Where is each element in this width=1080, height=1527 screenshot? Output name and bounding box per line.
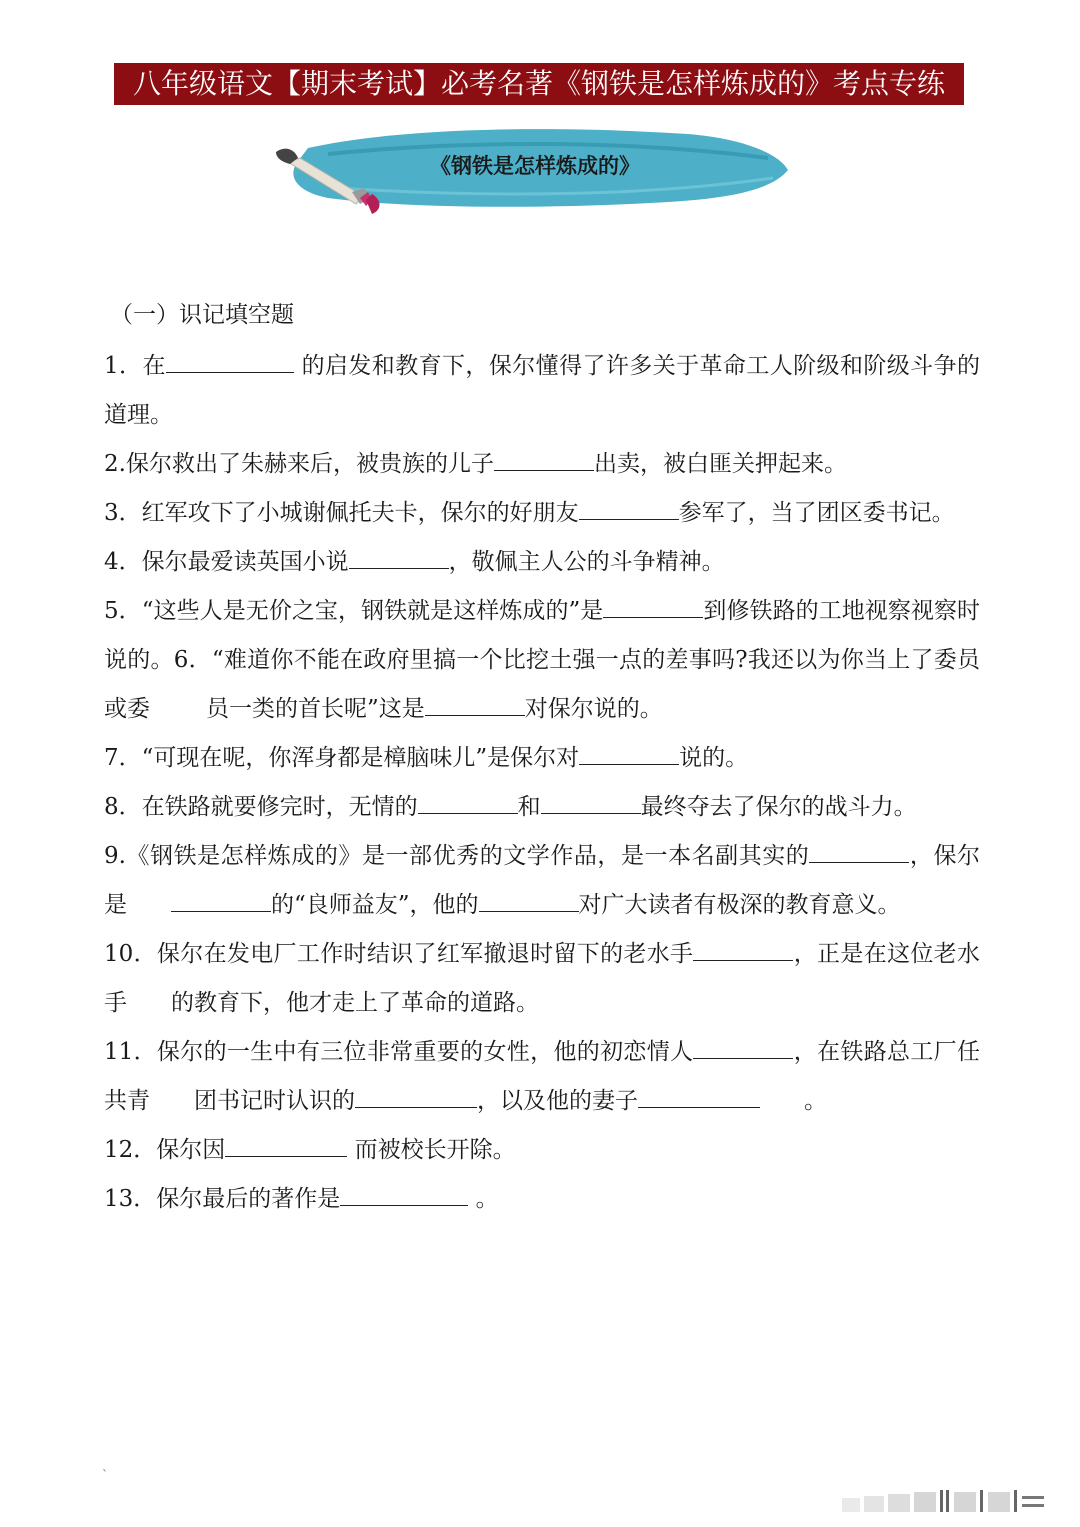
question-text: 5．“这些人是无价之宝，钢铁就是这样炼成的”是 <box>104 598 604 624</box>
question-4 <box>104 538 980 587</box>
watermark-bars-icon <box>842 1484 1062 1514</box>
question-text: 最终夺去了保尔的战斗力。 <box>640 794 917 820</box>
answer-blank[interactable] <box>579 495 679 520</box>
question-text: 的“良师益友”，他的 <box>271 892 479 918</box>
question-text: 2.保尔救出了朱赫来后，被贵族的儿子 <box>104 451 494 477</box>
question-1 <box>104 342 980 440</box>
question-text: 和 <box>517 794 541 820</box>
question-12 <box>104 1126 980 1175</box>
answer-blank[interactable] <box>355 1083 477 1108</box>
question-text: 13．保尔最后的著作是 <box>104 1186 341 1212</box>
book-title-subheading: 《钢铁是怎样炼成的》 <box>430 154 640 178</box>
answer-blank[interactable] <box>418 789 518 814</box>
question-text: 11．保尔的一生中有三位非常重要的女性，他的初恋情人 <box>104 1039 694 1065</box>
question-text: 参军了，当了团区委书记。 <box>678 500 955 526</box>
answer-blank[interactable] <box>425 691 525 716</box>
question-text: 12．保尔因 <box>104 1137 226 1163</box>
answer-blank[interactable] <box>541 789 641 814</box>
question-text: 4．保尔最爱读英国小说 <box>104 549 349 575</box>
page-banner-title: 八年级语文【期末考试】必考名著《钢铁是怎样炼成的》考点专练 <box>114 63 964 105</box>
question-2 <box>104 440 980 489</box>
answer-blank[interactable] <box>638 1083 760 1108</box>
question-text: 对保尔说的。 <box>524 696 663 722</box>
question-list <box>104 342 980 1224</box>
question-text: ，保尔是 <box>104 843 980 918</box>
question-text: 的启发和教育下，保尔懂得了许多关于革命工人阶级和阶级斗争的道理。 <box>104 353 980 428</box>
answer-blank[interactable] <box>494 446 594 471</box>
question-11 <box>104 1028 980 1126</box>
question-text: 出卖，被白匪关押起来。 <box>593 451 847 477</box>
answer-blank[interactable] <box>693 1034 793 1059</box>
question-text: ，敬佩主人公的斗争精神。 <box>448 549 725 575</box>
question-text: 10．保尔在发电厂工作时结识了红军撤退时留下的老水手 <box>104 941 694 967</box>
question-text: 员一类的首长呢”这是 <box>206 696 425 722</box>
question-text: ，在铁路总工厂任共青 <box>104 1039 980 1114</box>
question-9 <box>104 832 980 930</box>
question-8 <box>104 783 980 832</box>
answer-blank[interactable] <box>171 887 271 912</box>
question-13 <box>104 1175 980 1224</box>
section-heading: （一）识记填空题 <box>110 302 294 328</box>
question-text: 7．“可现在呢，你浑身都是樟脑味儿”是保尔对 <box>104 745 580 771</box>
answer-blank[interactable] <box>603 593 703 618</box>
question-text: ，正是在这位老水手 <box>104 941 980 1016</box>
answer-blank[interactable] <box>809 838 909 863</box>
question-text: 对广大读者有极深的教育意义。 <box>578 892 901 918</box>
question-5-6 <box>104 587 980 734</box>
question-10 <box>104 930 980 1028</box>
question-text: 团书记时认识的 <box>194 1088 355 1114</box>
question-text: 。 <box>468 1186 499 1212</box>
question-text: 。 <box>804 1088 827 1114</box>
question-text: 的教育下，他才走上了革命的道路。 <box>171 990 539 1016</box>
question-3 <box>104 489 980 538</box>
question-text: 而被校长开除。 <box>347 1137 516 1163</box>
answer-blank[interactable] <box>225 1132 347 1157</box>
answer-blank[interactable] <box>166 348 294 373</box>
answer-blank[interactable] <box>479 887 579 912</box>
question-7 <box>104 734 980 783</box>
question-text: 1．在 <box>104 353 166 379</box>
answer-blank[interactable] <box>579 740 679 765</box>
answer-blank[interactable] <box>349 544 449 569</box>
question-text: 8．在铁路就要修完时，无情的 <box>104 794 418 820</box>
question-text: 说的。 <box>679 745 749 771</box>
stray-mark: ` <box>102 1468 108 1482</box>
question-text: 3．红军攻下了小城谢佩托夫卡，保尔的好朋友 <box>104 500 579 526</box>
answer-blank[interactable] <box>693 936 793 961</box>
question-text: 9.《钢铁是怎样炼成的》是一部优秀的文学作品，是一本名副其实的 <box>104 843 810 869</box>
question-text: 到修铁路的工地视察视察时说的。6．“难道你不能在政府里搞一个比挖土强一点的差事吗?我还以为你当上了委员或委 <box>104 598 981 722</box>
answer-blank[interactable] <box>340 1181 468 1206</box>
question-text: ，以及他的妻子 <box>477 1088 638 1114</box>
